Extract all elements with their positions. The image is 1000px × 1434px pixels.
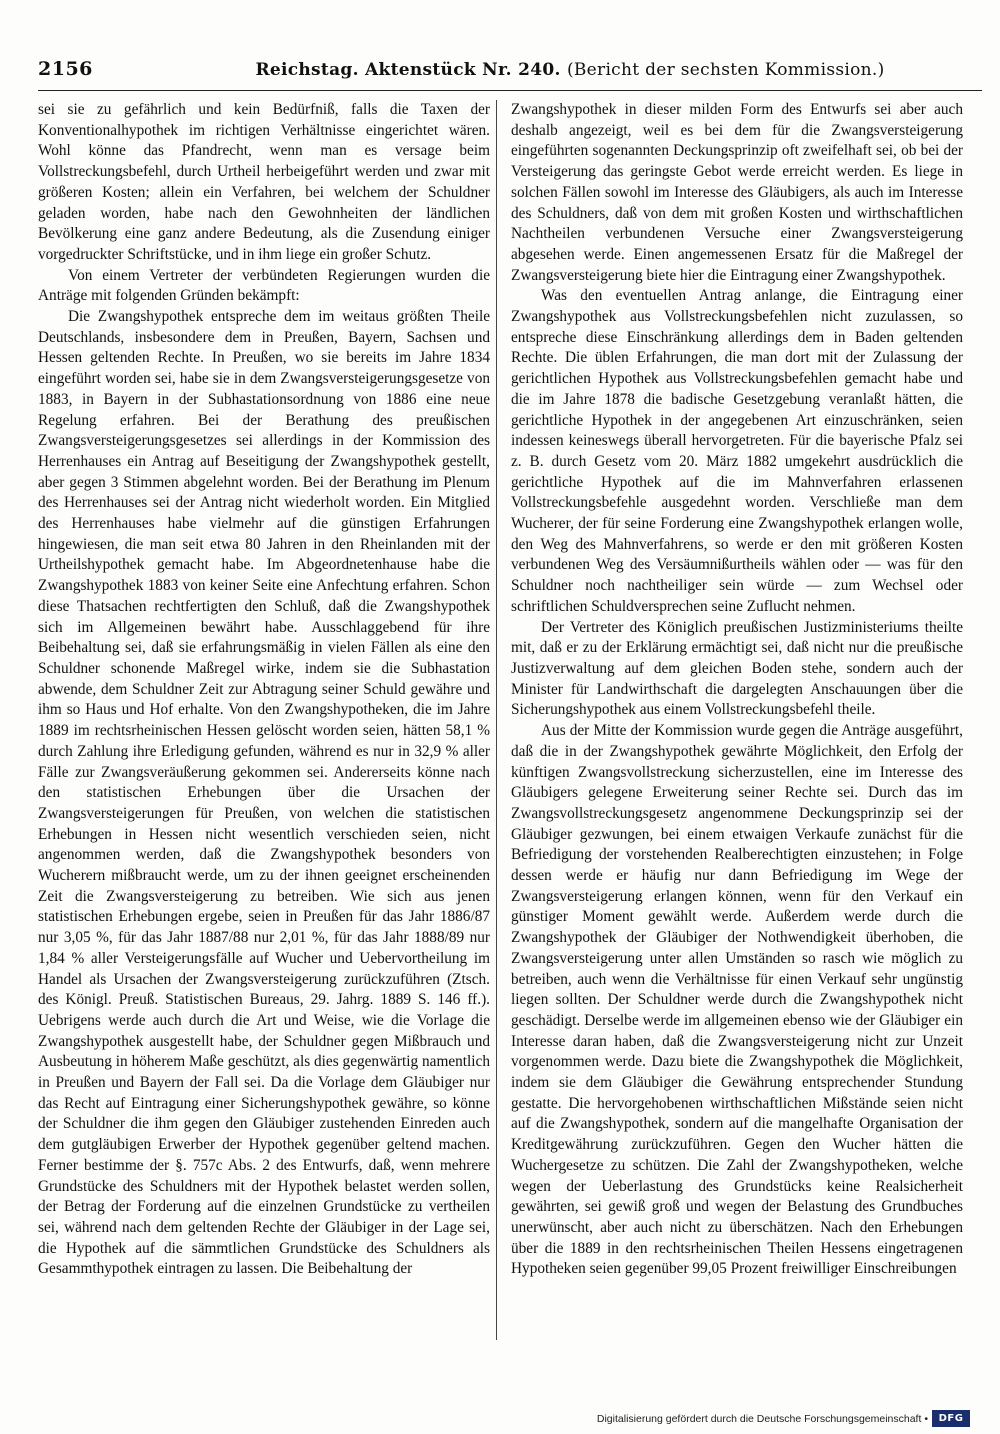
paragraph: Der Vertreter des Königlich preußischen Justizministeriums theilte mit, daß er zu der Erklärung ermächtigt sei, daß nicht nur die preußische Justizverwaltung auf dem gleichen Boden stehe, sondern auch der Minister für Landwirthschaft die dargelegten Anschauungen über die Sicherungshypothek aus einem Vollstreckungsbefehl theile. [511, 618, 963, 719]
page-number: 2156 [38, 58, 93, 80]
column-divider [496, 100, 497, 1340]
header-rule [38, 90, 982, 91]
dfg-logo: DFG [932, 1410, 970, 1427]
paragraph: Zwangshypothek in dieser milden Form des Entwurfs sei aber auch deshalb angezeigt, weil es bei dem für die Zwangsversteigerung eingeführten sogenannten Deckungsprinzip oft zweifelhaft sei, ob bei der Versteigerung das geringste Gebot werde erreicht werden. Es liege in solchen Fällen sowohl im Interesse des Gläubigers, als auch im Interesse des Schuldners, daß von dem mit großen Kosten und wirthschaftlichen Nachtheilen verbundenen Versuche einer Zwangsversteigerung abgesehen werde. Einen angemessenen Ersatz für die Maßregel der Zwangsversteigerung biete hier die Eintragung einer Zwangshypothek. [511, 101, 963, 284]
paragraph: sei sie zu gefährlich und kein Bedürfniß, falls die Taxen der Konventionalhypothek im richtigen Verhältnisse eingerichtet wären. Wohl könne das Pfandrecht, wenn man es versage beim Vollstreckungsbefehl, durch Urtheil herbeigeführt werden und zwar mit größeren Kosten; allein ein Verfahren, bei welchem der Schuldner geladen worden, habe nach den Gewohnheiten der ländlichen Bevölkerung eine ganz andere Bedeutung, als die Zusendung einiger vorgedruckter Schriftstücke, und in ihm liege ein großer Schutz. [38, 101, 490, 263]
paragraph: Von einem Vertreter der verbündeten Regierungen wurden die Anträge mit folgenden Gründen bekämpft: [38, 266, 490, 305]
digitization-credit: Digitalisierung gefördert durch die Deutsche Forschungsgemeinschaft • [596, 1413, 928, 1425]
right-column [511, 100, 963, 1340]
left-column [38, 100, 490, 1340]
paragraph: Aus der Mitte der Kommission wurde gegen die Anträge ausgeführt, daß die in der Zwangshypothek gewährte Möglichkeit, den Erfolg der künftigen Zwangsvollstreckung sicherzustellen, eine im Interesse des Gläubigers gelegene Erweiterung seiner Rechte sei. Durch das im Zwangsvollstreckungsgesetz angenommene Deckungsprinzip sei der Gläubiger gezwungen, bei einem etwaigen Verkaufe zunächst für die Befriedigung der vorstehenden Realberechtigten einzustehen; in Folge dessen werde er häufig nur dann Befriedigung im Wege der Zwangsversteigerung erlangen können, wenn für den Verkauf ein günstiger Moment gewählt werde. Außerdem werde durch die Zwangshypothek der Gläubiger der Nothwendigkeit überhoben, die Zwangsversteigerung unter allen Umständen so rasch wie möglich zu betreiben, auch wenn die Verhältnisse für einen Verkauf sehr ungünstig liegen sollten. Der Schuldner werde durch die Zwangshypothek nicht geschädigt. Derselbe werde im allgemeinen ebenso wie der Gläubiger ein Interesse daran haben, daß die Zwangsversteigerung nicht zur Unzeit vorgenommen werde. Dazu biete die Zwangshypothek die Möglichkeit, indem sie dem Gläubiger die Gewährung entsprechender Stundung gestatte. Die hervorgehobenen wirthschaftlichen Mißstände seien nicht auf die Zwangshypothek, sondern auf die mangelhafte Organisation der Kreditgewährung zurückzuführen. Gegen den Wucher hätten die Wuchergesetze zu schützen. Die Zahl der Zwangshypotheken, welche wegen der Ueberlastung des Grundstücks keine Realsicherheit gewährten, sei gewiß groß und wegen der Belastung des Grundbuches unerwünscht, aber auch nicht zu überschätzen. Nach den Erhebungen über die 1889 in den rechtsrheinischen Theilen Hessens eingetragenen Hypotheken seien gegenüber 99,05 Prozent freiwilliger Einschreibungen [511, 722, 963, 1278]
paragraph: Die Zwangshypothek entspreche dem im weitaus größten Theile Deutschlands, insbesondere dem in Preußen, Bayern, Sachsen und Hessen geltenden Rechte. In Preußen, wo sie bereits im Jahre 1834 eingeführt worden sei, habe sie in dem Zwangsversteigerungsgesetze von 1883, in Bayern in der Subhastationsordnung von 1886 eine neue Regelung erfahren. Bei der Berathung des preußischen Zwangsversteigerungsgesetzes sei allerdings in der Kommission des Herrenhauses ein Antrag auf Beseitigung der Zwangshypothek gestellt, aber gegen 3 Stimmen abgelehnt worden. Bei der Berathung im Plenum des Herrenhauses sei der Antrag nicht wiederholt worden. Ein Mitglied des Herrenhauses habe vielmehr auf die günstigen Erfahrungen hingewiesen, die man seit etwa 80 Jahren in den Rheinlanden mit der Urtheilshypothek gemacht habe. Im Abgeordnetenhause habe die Zwangshypothek 1883 von keiner Seite eine Anfechtung erfahren. Schon diese Thatsachen rechtfertigten den Schluß, daß die Zwangshypothek sich im Allgemeinen bewährt habe. Ausschlaggebend für ihre Beibehaltung sei, daß sie erfahrungsmäßig in vielen Fällen als eine den Schuldner schonende Maßregel wirke, indem sie die Subhastation abwende, dem Schuldner Zeit zur Abtragung seiner Schuld gewähre und ihm so Haus und Hof erhalte. Von den Zwangshypotheken, die im Jahre 1889 im rechtsrheinischen Hessen gelöscht worden seien, hätten 58,1 % durch Zahlung ihre Erledigung gefunden, während es nur in 32,9 % aller Fälle zur Zwangsveräußerung gekommen sei. Andererseits könne nach den statistischen Erhebungen über die Ursachen der Zwangsversteigerungen für Preußen, von welchen die statistischen Erhebungen in Hessen nicht wesentlich verschieden seien, nicht angenommen werden, daß die Zwangshypothek besonders von Wucherern mißbraucht werde, um zu der ihnen geeignet erscheinenden Zeit die Zwangsversteigerung zu betreiben. Wie sich aus jenen statistischen Erhebungen ergebe, seien in Preußen für das Jahr 1886/87 nur 3,05 %, für das Jahr 1887/88 nur 2,01 %, für das Jahr 1888/89 nur 1,84 % aller Versteigerungsfälle auf Wucher und Uebervortheilung im Handel als Ursachen der Zwangsversteigerung zurückzuführen (Ztsch. des Königl. Preuß. Statistischen Bureaus, 29. Jahrg. 1889 S. 146 ff.). Uebrigens werde auch durch die Art und Weise, wie die Vorlage die Zwangshypothek ausgestellt habe, der Schuldner gegen Mißbrauch und Ausbeutung in höherem Maße geschützt, als dies gegenwärtig namentlich in Preußen und Bayern der Fall sei. Da die Vorlage dem Gläubiger nur das Recht auf Eintragung einer Sicherungshypothek gewähre, so könne der Schuldner die ihm gegen den Gläubiger zustehenden Einreden auch dem gutgläubigen Erwerber der Hypothek gegenüber geltend machen. Ferner bestimme der §. 757c Abs. 2 des Entwurfs, daß, wenn mehrere Grundstücke des Schuldners mit der Hypothek belastet werden sollen, der Betrag der Forderung auf die einzelnen Grundstücke zu vertheilen sei, während nach dem geltenden Rechte der Gläubiger in der Lage sei, die Hypothek auf die sämmtlichen Grundstücke des Schuldners als Gesammthypothek eintragen zu lassen. Die Beibehaltung der [38, 308, 490, 1278]
running-head-title: Reichstag. Aktenstück Nr. 240. [255, 60, 561, 80]
page-header [38, 58, 982, 88]
running-head-subtitle: (Bericht der sechsten Kommission.) [566, 60, 885, 80]
paragraph: Was den eventuellen Antrag anlange, die Eintragung einer Zwangshypothek aus Vollstreckungsbefehlen nicht zuzulassen, so entspreche diese Einschränkung allerdings dem in Baden geltenden Rechte. Die üblen Erfahrungen, die man dort mit der Zulassung der gerichtlichen Hypothek aus Vollstreckungsbefehlen gemacht habe und die im Jahre 1878 die badische Gesetzgebung veranlaßt hätten, die gerichtliche Hypothek in der angegebenen Art einzuschränken, seien indessen keineswegs überall hervorgetreten. Für die bayerische Pfalz sei z. B. durch Gesetz vom 20. März 1882 umgekehrt ausdrücklich die gerichtliche Hypothek auf die im Mahnverfahren erlassenen Vollstreckungsbefehle ausgedehnt worden. Verschließe man dem Wucherer, der für seine Forderung eine Zwangshypothek erlangen wolle, den Weg des Mahnverfahrens, so werde er den mit größeren Kosten verbundenen Weg des Versäumnißurtheils wählen oder — was für den Schuldner noch nachtheiliger sein würde — zum Wechsel oder schriftlichen Schuldversprechen seine Zuflucht nehmen. [511, 287, 963, 615]
running-head [158, 60, 982, 80]
